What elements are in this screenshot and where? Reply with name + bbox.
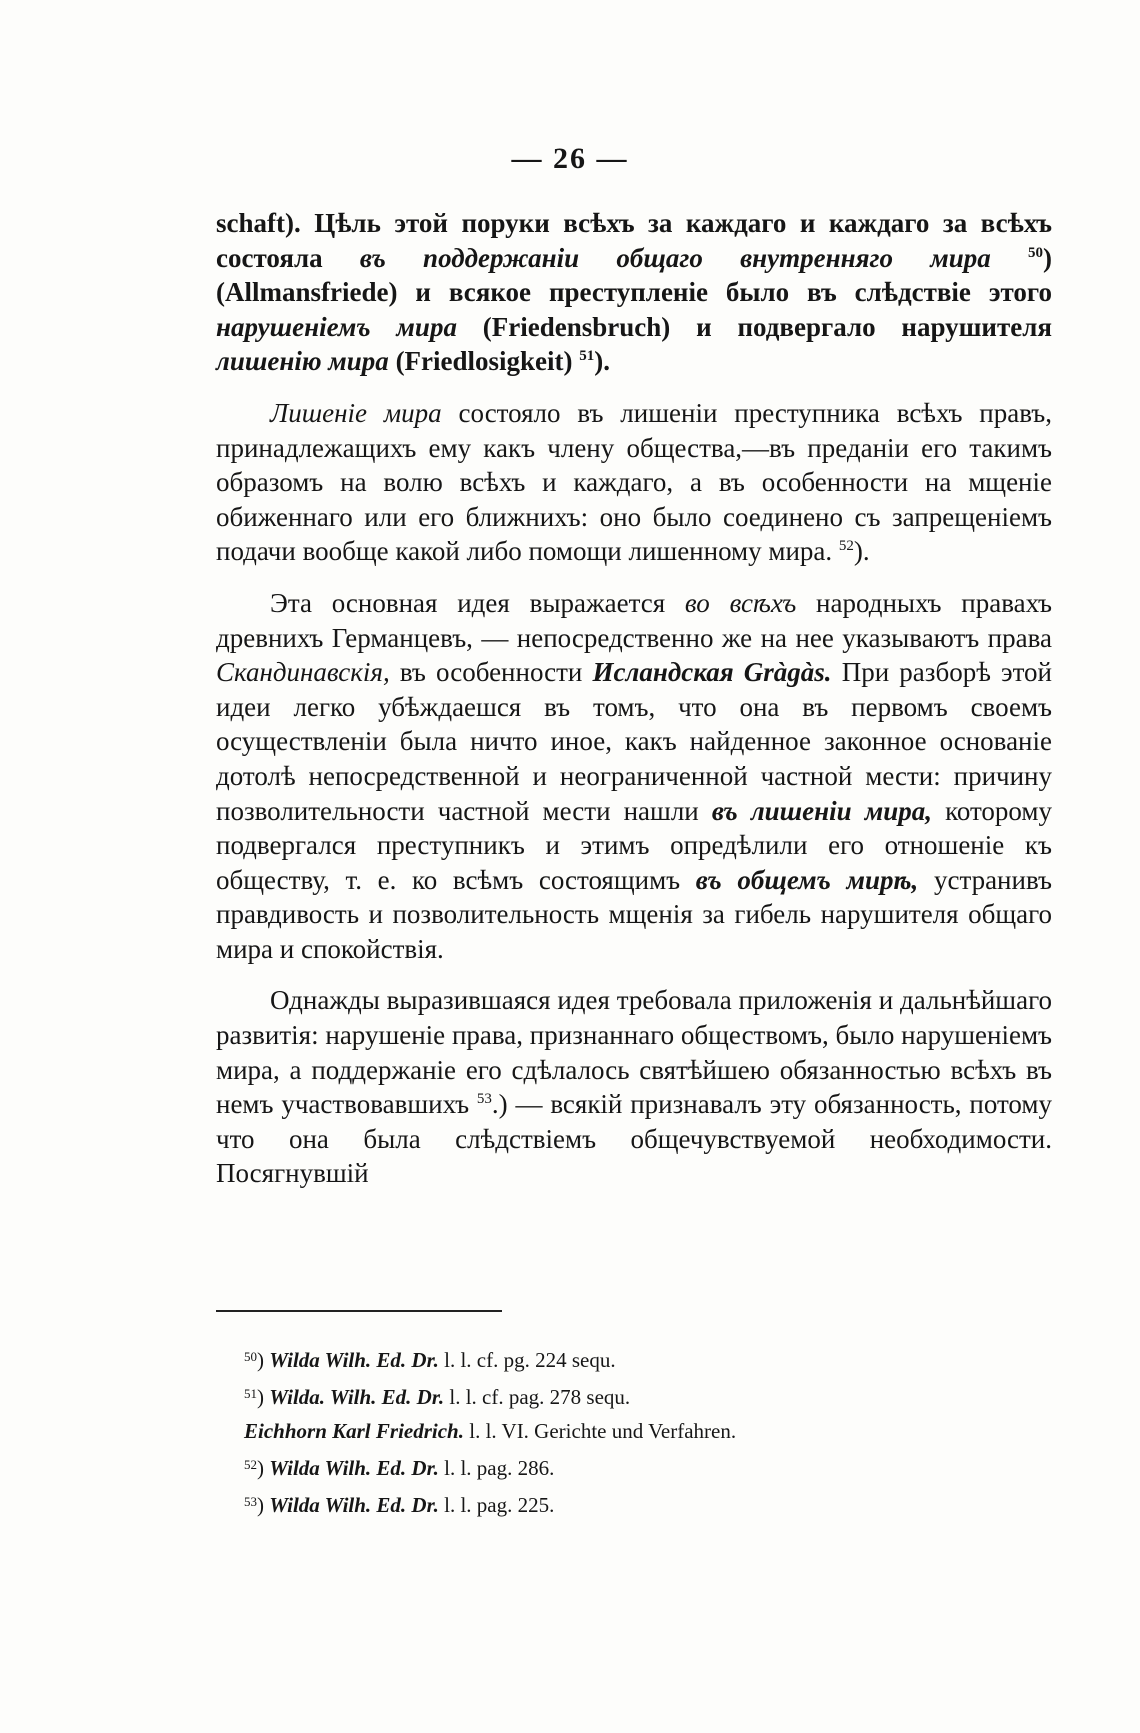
p1-text-2: ) (Allmansfriede) и всякое преступленіе было въ слѣдствіе этого xyxy=(216,242,1052,308)
p4-text-1: Однажды выразившаяся идея требовала приложенія и дальнѣйшаго развитія: нарушеніе права, признаннаго обществомъ, было нарушеніемъ мира, а поддержаніе его сдѣлалось святѣйшею обязанностью всѣхъ въ немъ участвовавшихъ xyxy=(216,985,1052,1120)
footnote-53: $^{53}$) Wilda Wilh. Ed. Dr. l. l. pag. 225. xyxy=(244,1493,555,1517)
footnote-51-continuation xyxy=(244,1414,1044,1448)
p3-text-1: Эта основная идея выражается xyxy=(270,587,685,618)
p4-note-ref-53: 53 xyxy=(476,1091,492,1108)
footnotes xyxy=(244,1340,1044,1522)
p3-text-2: народныхъ правахъ древнихъ Германцевъ, — непосредственно же на нее указываютъ права xyxy=(216,587,1052,653)
p3-emph-1: во всѣхъ xyxy=(684,587,797,618)
footnote-author: Wilda Wilh. Ed. Dr. xyxy=(269,1493,439,1517)
footnote-author: Wilda Wilh. Ed. Dr. xyxy=(269,1348,439,1372)
p1-text-3: (Friedensbruch) и подвергало нарушителя xyxy=(456,311,1052,342)
p3-emph-4: въ лишеніи мира, xyxy=(711,795,933,826)
footnote-52: $^{52}$) Wilda Wilh. Ed. Dr. l. l. pag. 286. xyxy=(244,1456,555,1480)
footnote-number: 53 xyxy=(244,1494,257,1509)
footnote-50: $^{50}$) Wilda Wilh. Ed. Dr. l. l. cf. pg. 224 sequ. xyxy=(244,1348,616,1372)
footnote-author: Wilda. Wilh. Ed. Dr. xyxy=(269,1385,445,1409)
page-number: — 26 — xyxy=(511,142,629,175)
p3-text-6: устранивъ правдивость и позволительность мщенія за гибель нарушителя общаго мира и спокойствія. xyxy=(216,864,1052,964)
footnote-number: 51 xyxy=(244,1386,257,1401)
p3-text-5: которому подвергался преступникъ и этимъ опредѣлили его отношеніе къ обществу, т. е. ко всѣмъ состоящимъ xyxy=(216,795,1052,895)
p2-text-2: ). xyxy=(853,536,870,567)
footnote-author: Eichhorn Karl Friedrich. xyxy=(244,1419,464,1443)
p1-emph-3: лишенію мира xyxy=(216,346,389,377)
p3-emph-3: Исландская Gràgàs. xyxy=(592,657,832,688)
footnote-separator xyxy=(216,1310,502,1312)
footnote-text: l. l. cf. pag. 278 sequ. xyxy=(444,1385,631,1409)
footnote-51: $^{51}$) Wilda. Wilh. Ed. Dr. l. l. cf. pag. 278 sequ. xyxy=(244,1385,631,1409)
footnote-text: l. l. pag. 225. xyxy=(438,1493,555,1517)
p3-emph-2: Скандинавскія, xyxy=(216,657,390,688)
paragraph-4 xyxy=(216,983,1052,1191)
main-text xyxy=(216,206,1052,1208)
paragraph-1 xyxy=(216,206,1052,379)
p2-text-1: состояло въ лишеніи преступника всѣхъ правъ, принадлежащихъ ему какъ члену общества,—въ преданіи его такимъ образомъ на волю всѣхъ и каждаго, а въ особенности на мщеніе обиженнаго или его ближнихъ: оно было соединено съ запрещеніемъ подачи вообще какой либо помощи лишенному мира. xyxy=(216,397,1053,567)
footnote-number: 52 xyxy=(244,1457,257,1472)
p1-note-ref-51: 51 xyxy=(579,348,595,365)
p1-text-4: (Friedlosigkeit) xyxy=(388,346,580,377)
footnote-text: l. l. cf. pg. 224 sequ. xyxy=(438,1348,616,1372)
footnote-text: l. l. VI. Gerichte und Verfahren. xyxy=(463,1419,737,1443)
paragraph-2 xyxy=(216,396,1052,569)
p2-note-ref-52: 52 xyxy=(838,538,854,555)
p3-text-4: При разборѣ этой идеи легко убѣждаешся въ томъ, что она въ первомъ своемъ осуществленіи была ничто иное, какъ найденное законное основаніе дотолѣ непосредственной и неограниченной частной мести: причину позволительности частной мести нашли xyxy=(216,657,1052,826)
p1-text-1: schaft). Цѣль этой поруки всѣхъ за каждаго и каждаго за всѣхъ состояла xyxy=(216,208,1052,273)
p3-text-3: въ особенности xyxy=(389,657,593,688)
p3-emph-5: въ общемъ мирѣ, xyxy=(695,864,919,895)
p1-note-ref-50: 50 xyxy=(1028,244,1043,261)
p2-emph-1: Лишеніе мира xyxy=(270,397,442,428)
footnote-text: l. l. pag. 286. xyxy=(438,1456,555,1480)
footnote-author: Wilda Wilh. Ed. Dr. xyxy=(269,1456,439,1480)
p1-emph-1: въ поддержаніи общаго внутренняго мира xyxy=(359,242,991,273)
p1-emph-2: нарушеніемъ мира xyxy=(216,311,457,342)
paragraph-3 xyxy=(216,586,1052,967)
footnote-number: 50 xyxy=(244,1349,257,1364)
p1-text-5: ). xyxy=(594,346,611,377)
p4-text-2: .) — всякій признавалъ эту обязанность, потому что она была слѣдствіемъ общечувствуемой необходимости. Посягнувшій xyxy=(216,1089,1052,1189)
